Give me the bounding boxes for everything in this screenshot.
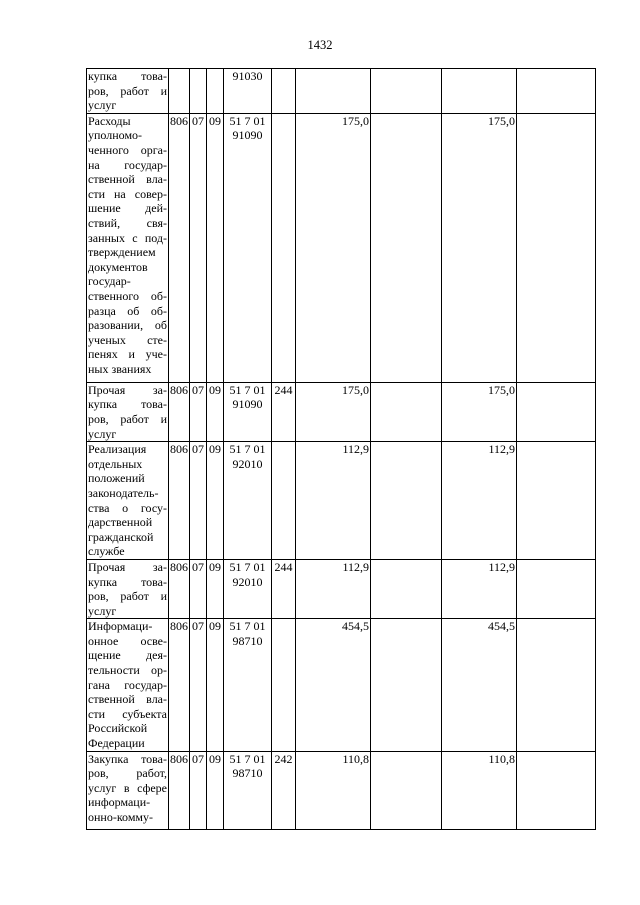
row-name-line: государ- xyxy=(88,274,131,289)
amount-cell: 454,5 xyxy=(296,619,371,751)
row-name-line: Прочая за- xyxy=(88,382,167,397)
amount-cell: 175,0 xyxy=(296,382,371,441)
amount-cell xyxy=(371,619,442,751)
row-name-line: гражданской xyxy=(88,529,154,544)
target-article-cell xyxy=(224,619,272,751)
table-row xyxy=(87,113,596,382)
ved-cell: 806 xyxy=(169,382,190,441)
row-name-line: щение дея- xyxy=(88,648,167,663)
amount-cell xyxy=(371,442,442,560)
row-name-line: разца об об- xyxy=(88,303,167,318)
row-name-line: отдельных xyxy=(88,456,143,471)
target-article-cell xyxy=(224,113,272,382)
row-name-cell xyxy=(87,69,169,114)
amount-cell xyxy=(296,69,371,114)
row-name-line: пенях и уче- xyxy=(88,347,167,362)
ved-cell: 806 xyxy=(169,442,190,560)
target-article-line: 51 7 01 xyxy=(229,559,266,574)
table-row xyxy=(87,619,596,751)
row-name-line: на государ- xyxy=(88,157,167,172)
amount-cell xyxy=(371,382,442,441)
amount-cell xyxy=(517,559,596,618)
amount-cell xyxy=(517,69,596,114)
amount-cell xyxy=(371,751,442,829)
expense-type-cell: 244 xyxy=(272,382,296,441)
row-name-line: дарственной xyxy=(88,515,153,530)
row-name-line: ственной вла- xyxy=(88,692,167,707)
target-article-line: 98710 xyxy=(232,633,263,648)
target-article-line: 51 7 01 xyxy=(229,382,266,397)
row-name-line: Прочая за- xyxy=(88,559,167,574)
row-name-line: законодатель- xyxy=(88,485,159,500)
amount-cell: 175,0 xyxy=(296,113,371,382)
amount-cell: 112,9 xyxy=(442,442,517,560)
row-name-line: ных званиях xyxy=(88,361,152,376)
row-name-line: Расходы xyxy=(88,113,131,128)
target-article-cell xyxy=(224,69,272,114)
amount-cell xyxy=(517,751,596,829)
expense-type-cell xyxy=(272,113,296,382)
amount-cell: 112,9 xyxy=(442,559,517,618)
table-row xyxy=(87,382,596,441)
row-name-line: сти субъекта xyxy=(88,706,167,721)
amount-cell xyxy=(371,559,442,618)
row-name-line: купка това- xyxy=(88,397,167,412)
expense-type-cell: 244 xyxy=(272,559,296,618)
row-name-line: положений xyxy=(88,471,145,486)
row-name-line: ства о госу- xyxy=(88,500,167,515)
row-name-line: уполномо- xyxy=(88,128,143,143)
row-name-line: занных с под- xyxy=(88,230,167,245)
amount-cell: 110,8 xyxy=(442,751,517,829)
section-cell: 07 xyxy=(190,113,207,382)
row-name-line: услуг xyxy=(88,603,117,618)
target-article-cell xyxy=(224,559,272,618)
ved-cell: 806 xyxy=(169,619,190,751)
amount-cell: 454,5 xyxy=(442,619,517,751)
row-name-line: ров, работ и xyxy=(88,83,167,98)
amount-cell xyxy=(371,69,442,114)
amount-cell: 112,9 xyxy=(296,442,371,560)
row-name-line: Федерации xyxy=(88,736,145,751)
row-name-line: разовании, об xyxy=(88,318,167,333)
row-name-line: ченного орга- xyxy=(88,142,167,157)
amount-cell: 175,0 xyxy=(442,382,517,441)
row-name-line: ственного об- xyxy=(88,288,167,303)
row-name-cell xyxy=(87,382,169,441)
row-name-line: купка това- xyxy=(88,69,167,83)
row-name-cell xyxy=(87,559,169,618)
subsection-cell: 09 xyxy=(207,113,224,382)
row-name-line: тельности ор- xyxy=(88,663,167,678)
section-cell xyxy=(190,69,207,114)
target-article-cell xyxy=(224,751,272,829)
target-article-line: 98710 xyxy=(232,766,263,781)
ved-cell: 806 xyxy=(169,113,190,382)
subsection-cell: 09 xyxy=(207,619,224,751)
section-cell: 07 xyxy=(190,751,207,829)
row-name-cell xyxy=(87,442,169,560)
row-name-cell xyxy=(87,113,169,382)
target-article-cell xyxy=(224,382,272,441)
amount-cell xyxy=(442,69,517,114)
target-article-line: 91090 xyxy=(232,397,263,412)
row-name-line: услуг xyxy=(88,426,117,441)
row-name-line: услуг xyxy=(88,98,117,113)
subsection-cell: 09 xyxy=(207,442,224,560)
row-name-line: тверждением xyxy=(88,245,156,260)
expense-type-cell xyxy=(272,442,296,560)
row-name-line: службе xyxy=(88,544,125,559)
row-name-line: услуг в сфере xyxy=(88,780,167,795)
ved-cell: 806 xyxy=(169,559,190,618)
row-name-line: ствий, свя- xyxy=(88,215,167,230)
row-name-line: документов xyxy=(88,259,148,274)
subsection-cell: 09 xyxy=(207,382,224,441)
amount-cell xyxy=(517,442,596,560)
row-name-line: онное осве- xyxy=(88,633,167,648)
row-name-line: Российской xyxy=(88,721,148,736)
row-name-line: онно-комму- xyxy=(88,810,154,824)
row-name-line: гана государ- xyxy=(88,677,167,692)
row-name-line: ров, работ и xyxy=(88,589,167,604)
row-name-line: Информаци- xyxy=(88,619,153,634)
target-article-line: 51 7 01 xyxy=(229,113,266,128)
table-body xyxy=(87,69,596,830)
row-name-line: ров, работ, xyxy=(88,766,167,781)
section-cell: 07 xyxy=(190,442,207,560)
row-name-line: Закупка това- xyxy=(88,751,167,766)
row-name-line: ров, работ и xyxy=(88,411,167,426)
amount-cell xyxy=(517,113,596,382)
section-cell: 07 xyxy=(190,559,207,618)
expense-type-cell xyxy=(272,69,296,114)
subsection-cell: 09 xyxy=(207,751,224,829)
amount-cell: 175,0 xyxy=(442,113,517,382)
table-row xyxy=(87,751,596,829)
target-article-line: 91030 xyxy=(232,69,263,83)
table-row xyxy=(87,559,596,618)
budget-table xyxy=(86,68,596,830)
row-name-line: шение дей- xyxy=(88,201,167,216)
section-cell: 07 xyxy=(190,382,207,441)
row-name-line: купка това- xyxy=(88,574,167,589)
row-name-line: ственной вла- xyxy=(88,172,167,187)
expense-type-cell: 242 xyxy=(272,751,296,829)
section-cell: 07 xyxy=(190,619,207,751)
target-article-line: 51 7 01 xyxy=(229,442,266,457)
amount-cell: 110,8 xyxy=(296,751,371,829)
ved-cell xyxy=(169,69,190,114)
table-row xyxy=(87,442,596,560)
target-article-line: 51 7 01 xyxy=(229,751,266,766)
row-name-line: сти на совер- xyxy=(88,186,167,201)
table-row xyxy=(87,69,596,114)
row-name-line: Реализация xyxy=(88,442,147,457)
row-name-line: информаци- xyxy=(88,795,151,810)
expense-type-cell xyxy=(272,619,296,751)
amount-cell xyxy=(517,382,596,441)
row-name-cell xyxy=(87,619,169,751)
ved-cell: 806 xyxy=(169,751,190,829)
subsection-cell: 09 xyxy=(207,559,224,618)
target-article-line: 92010 xyxy=(232,456,263,471)
target-article-cell xyxy=(224,442,272,560)
amount-cell xyxy=(517,619,596,751)
target-article-line: 91090 xyxy=(232,128,263,143)
target-article-line: 51 7 01 xyxy=(229,619,266,634)
target-article-line: 92010 xyxy=(232,574,263,589)
row-name-cell xyxy=(87,751,169,829)
amount-cell: 112,9 xyxy=(296,559,371,618)
page-number: 1432 xyxy=(307,38,333,52)
row-name-line: ученых сте- xyxy=(88,332,167,347)
amount-cell xyxy=(371,113,442,382)
subsection-cell xyxy=(207,69,224,114)
